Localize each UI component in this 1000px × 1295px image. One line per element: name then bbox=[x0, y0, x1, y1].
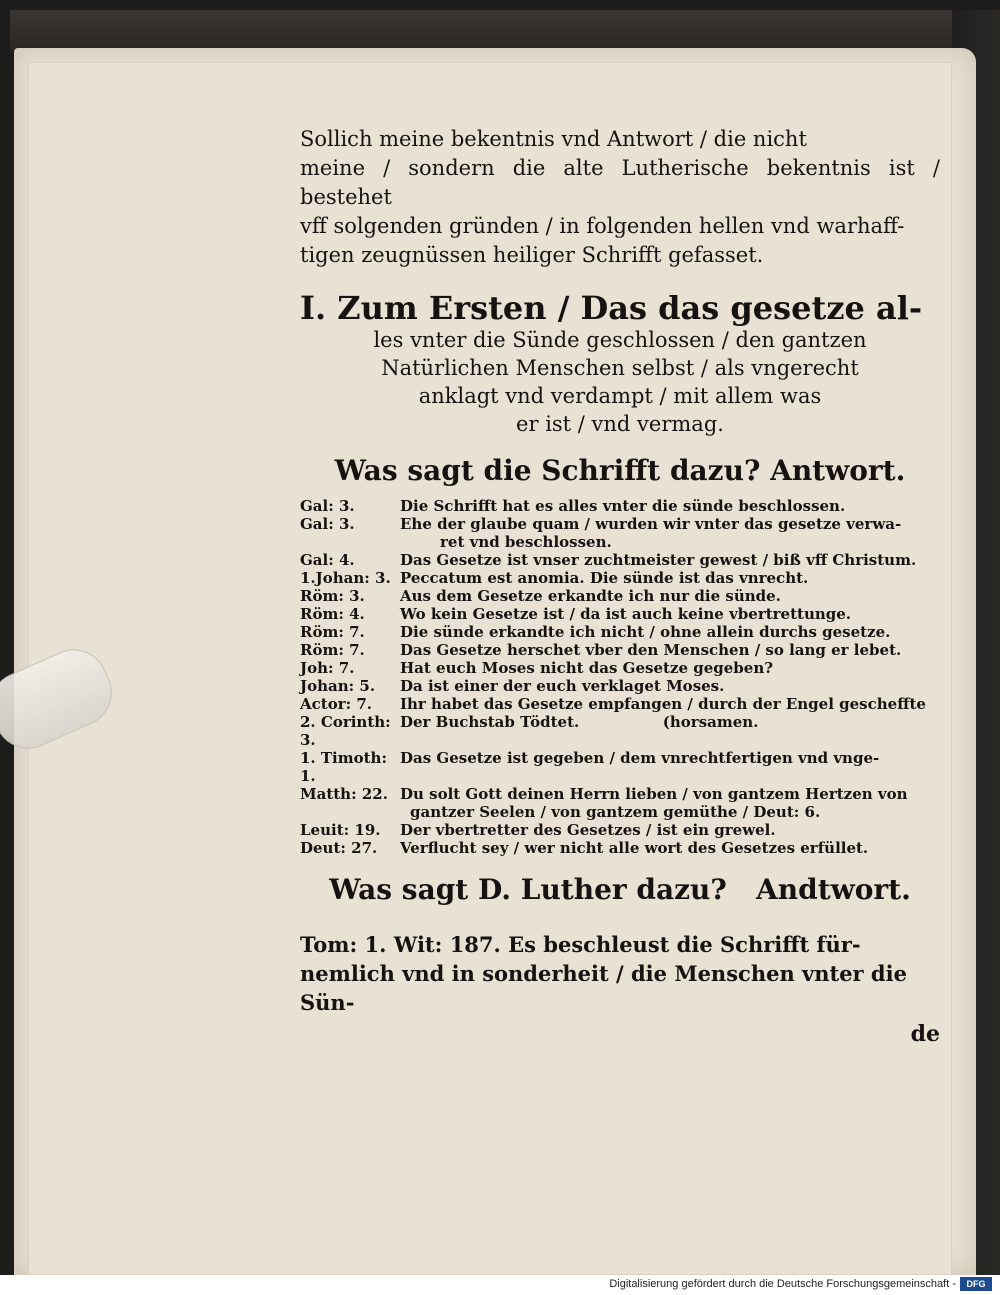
reference-row bbox=[300, 515, 940, 533]
footer-bar bbox=[0, 1275, 1000, 1295]
reference-text: Wo kein Gesetze ist / da ist auch keine vbertrettunge. bbox=[400, 605, 852, 623]
scripture-reference-list bbox=[300, 497, 940, 857]
book-cover-edge bbox=[10, 10, 1000, 50]
reference-citation: Actor: 7. bbox=[300, 695, 373, 713]
reference-citation bbox=[300, 803, 400, 821]
dfg-logo[interactable]: DFG bbox=[960, 1277, 992, 1291]
reference-citation: Gal: 3. bbox=[300, 497, 355, 515]
reference-row bbox=[300, 659, 940, 677]
reference-citation: Gal: 3. bbox=[300, 515, 355, 533]
reference-citation: Johan: 5. bbox=[300, 677, 376, 695]
section-heading-continuation bbox=[300, 326, 940, 438]
reference-text: Ehe der glaube quam / wurden wir vnter das gesetze verwa- bbox=[400, 515, 902, 533]
reference-row bbox=[300, 641, 940, 659]
reference-text: Du solt Gott deinen Herrn lieben / von gantzem Hertzen von bbox=[400, 785, 908, 803]
catchword: de bbox=[910, 1021, 940, 1047]
reference-row bbox=[300, 605, 940, 623]
reference-row bbox=[300, 713, 940, 749]
reference-citation: Leuit: 19. bbox=[300, 821, 381, 839]
reference-row bbox=[300, 839, 940, 857]
funding-notice: Digitalisierung gefördert durch die Deutsche Forschungsgemeinschaft - bbox=[609, 1278, 956, 1290]
reference-text: gantzer Seelen / von gantzem gemüthe / Deut: 6. bbox=[410, 803, 821, 821]
reference-citation: Gal: 4. bbox=[300, 551, 355, 569]
answer-line: nemlich vnd in sonderheit / die Menschen vnter die Sün- bbox=[300, 961, 907, 1015]
reference-citation: Matth: 22. bbox=[300, 785, 388, 803]
reference-row bbox=[300, 533, 940, 551]
heading-line: les vnter die Sünde geschlossen / den gantzen bbox=[373, 328, 867, 352]
reference-citation: 1. Timoth: 1. bbox=[300, 749, 387, 785]
reference-row bbox=[300, 695, 940, 713]
luther-question-heading: Was sagt D. Luther dazu? Andtwort. bbox=[329, 873, 911, 906]
intro-line: tigen zeugnüssen heiliger Schrifft gefasset. bbox=[300, 243, 764, 267]
reference-text: Das Gesetze herschet vber den Menschen / so lang er lebet. bbox=[400, 641, 902, 659]
reference-citation: Röm: 3. bbox=[300, 587, 365, 605]
reference-text: Ihr habet das Gesetze empfangen / durch der Engel gescheffte bbox=[400, 695, 926, 713]
reference-text: Das Gesetze ist gegeben / dem vnrechtfertigen vnd vnge- bbox=[400, 749, 880, 767]
reference-citation bbox=[300, 533, 400, 551]
reference-citation: Röm: 7. bbox=[300, 623, 365, 641]
reference-row bbox=[300, 587, 940, 605]
reference-citation: 2. Corinth: 3. bbox=[300, 713, 391, 749]
section-heading: I. Zum Ersten / Das das gesetze al- bbox=[300, 289, 923, 327]
reference-text: Die Schrifft hat es alles vnter die sünde beschlossen. bbox=[400, 497, 846, 515]
reference-citation: Röm: 7. bbox=[300, 641, 365, 659]
reference-text: Aus dem Gesetze erkandte ich nur die sünde. bbox=[400, 587, 781, 605]
intro-line: meine / sondern die alte Lutherische bekentnis ist / bestehet bbox=[300, 156, 940, 209]
reference-row bbox=[300, 785, 940, 803]
intro-line: vff solgenden gründen / in folgenden hellen vnd warhaff- bbox=[300, 214, 905, 238]
reference-text: Der Buchstab Tödtet. (horsamen. bbox=[400, 713, 759, 731]
reference-text: Der vbertretter des Gesetzes / ist ein grewel. bbox=[400, 821, 776, 839]
reference-citation: 1.Johan: 3. bbox=[300, 569, 391, 587]
intro-line: Sollich meine bekentnis vnd Antwort / die nicht bbox=[300, 127, 807, 151]
reference-text: Da ist einer der euch verklaget Moses. bbox=[400, 677, 725, 695]
heading-line: anklagt vnd verdampt / mit allem was bbox=[418, 384, 822, 408]
reference-row bbox=[300, 497, 940, 515]
answer-line: Tom: 1. Wit: 187. Es beschleust die Schrifft für- bbox=[300, 932, 861, 957]
reference-citation: Joh: 7. bbox=[300, 659, 355, 677]
reference-row bbox=[300, 749, 940, 785]
scripture-question-heading: Was sagt die Schrifft dazu? Antwort. bbox=[334, 454, 906, 487]
reference-row bbox=[300, 677, 940, 695]
reference-citation: Röm: 4. bbox=[300, 605, 365, 623]
reference-text: Peccatum est anomia. Die sünde ist das vnrecht. bbox=[400, 569, 809, 587]
reference-row bbox=[300, 551, 940, 569]
reference-text: Hat euch Moses nicht das Gesetze gegeben? bbox=[400, 659, 774, 677]
reference-row bbox=[300, 803, 940, 821]
reference-text: Die sünde erkandte ich nicht / ohne allein durchs gesetze. bbox=[400, 623, 891, 641]
reference-row bbox=[300, 821, 940, 839]
reference-row bbox=[300, 623, 940, 641]
reference-text: ret vnd beschlossen. bbox=[440, 533, 612, 551]
reference-text: Das Gesetze ist vnser zuchtmeister gewest / biß vff Christum. bbox=[400, 551, 917, 569]
page-text bbox=[300, 125, 940, 1047]
reference-text: Verflucht sey / wer nicht alle wort des Gesetzes erfüllet. bbox=[400, 839, 869, 857]
intro-paragraph bbox=[300, 125, 940, 270]
heading-line: er ist / vnd vermag. bbox=[516, 412, 724, 436]
reference-citation: Deut: 27. bbox=[300, 839, 378, 857]
reference-row bbox=[300, 569, 940, 587]
luther-answer bbox=[300, 930, 940, 1017]
heading-line: Natürlichen Menschen selbst / als vngerecht bbox=[381, 356, 859, 380]
